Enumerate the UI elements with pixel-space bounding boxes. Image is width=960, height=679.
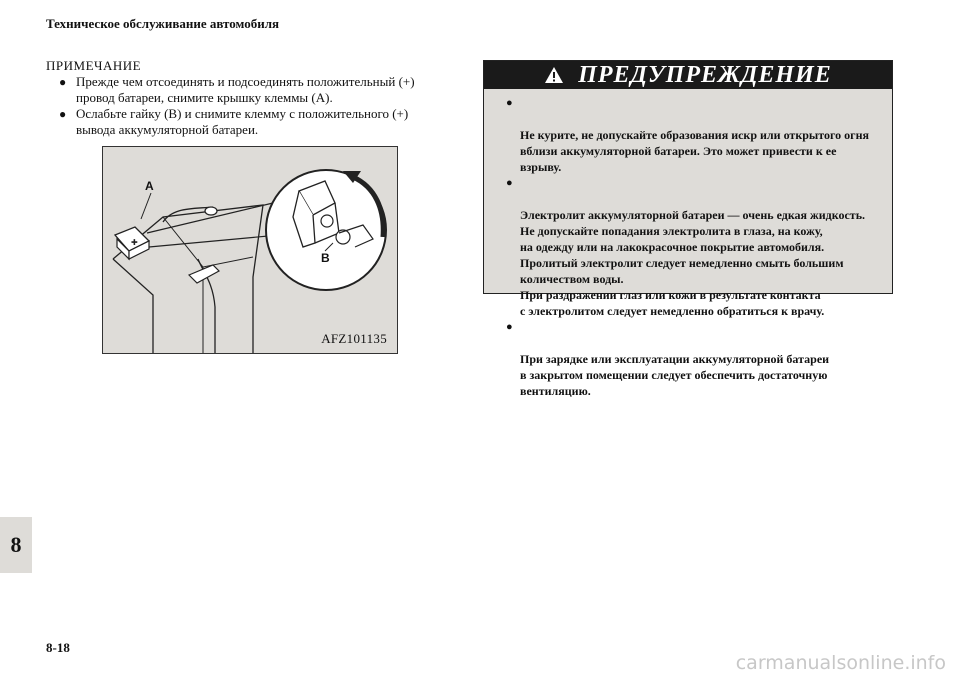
warning-item-text: При зарядке или эксплуатации аккумуляторной батареи в закрытом помещении следует обеспечить достаточную вентиляцию.: [520, 352, 830, 398]
battery-terminal-illustration: [102, 146, 398, 354]
figure-code: AFZ101135: [321, 331, 387, 346]
svg-text:✚: ✚: [131, 238, 138, 247]
note-list: [46, 74, 446, 138]
bullet-icon: ●: [506, 321, 513, 333]
battery-drawing: [103, 147, 397, 353]
warning-title: ПРЕДУПРЕЖДЕНИЕ: [578, 61, 832, 88]
note-item: [46, 74, 446, 106]
bullet-icon: ●: [506, 177, 513, 189]
note-item: [46, 106, 446, 138]
warning-box: [483, 60, 893, 398]
watermark: carmanualsonline.info: [735, 652, 946, 674]
warning-item: [484, 319, 892, 399]
warning-item: [484, 175, 892, 319]
warning-item-text: Электролит аккумуляторной батареи — очень едкая жидкость. Не допускайте попадания электролита в глаза, на кожу, на одежду или на лакокрасочное покрытие автомобиля. Пролитый электролит следует немедленно смыть большим количеством воды. При раздражении глаз или кожи в результате контакта с электролитом следует немедленно обратиться к врачу.: [520, 208, 866, 318]
chapter-tab: 8: [0, 517, 32, 573]
bullet-icon: ●: [506, 97, 513, 109]
page-number: 8-18: [46, 640, 70, 655]
callout-label-a: A: [145, 179, 154, 193]
note-item-text: Ослабьте гайку (B) и снимите клемму с положительного (+) вывода аккумуляторной батареи.: [76, 106, 409, 137]
warning-item-text: Не курите, не допускайте образования искр или открытого огня вблизи аккумуляторной батареи. Это может привести к ее взрыву.: [520, 128, 870, 174]
bullet-icon: ●: [59, 107, 67, 121]
warning-list: [484, 95, 892, 399]
warning-header: [484, 61, 892, 89]
note-title: ПРИМЕЧАНИЕ: [46, 58, 142, 73]
note-section: [46, 58, 446, 138]
callout-label-b: B: [321, 251, 330, 265]
exclamation-triangle-icon: [544, 66, 564, 84]
bullet-icon: ●: [59, 75, 67, 89]
page-header: Техническое обслуживание автомобиля: [46, 16, 280, 31]
note-item-text: Прежде чем отсоединять и подсоединять положительный (+) провод батареи, снимите крышку клеммы (A).: [76, 74, 415, 105]
warning-item: [484, 95, 892, 175]
